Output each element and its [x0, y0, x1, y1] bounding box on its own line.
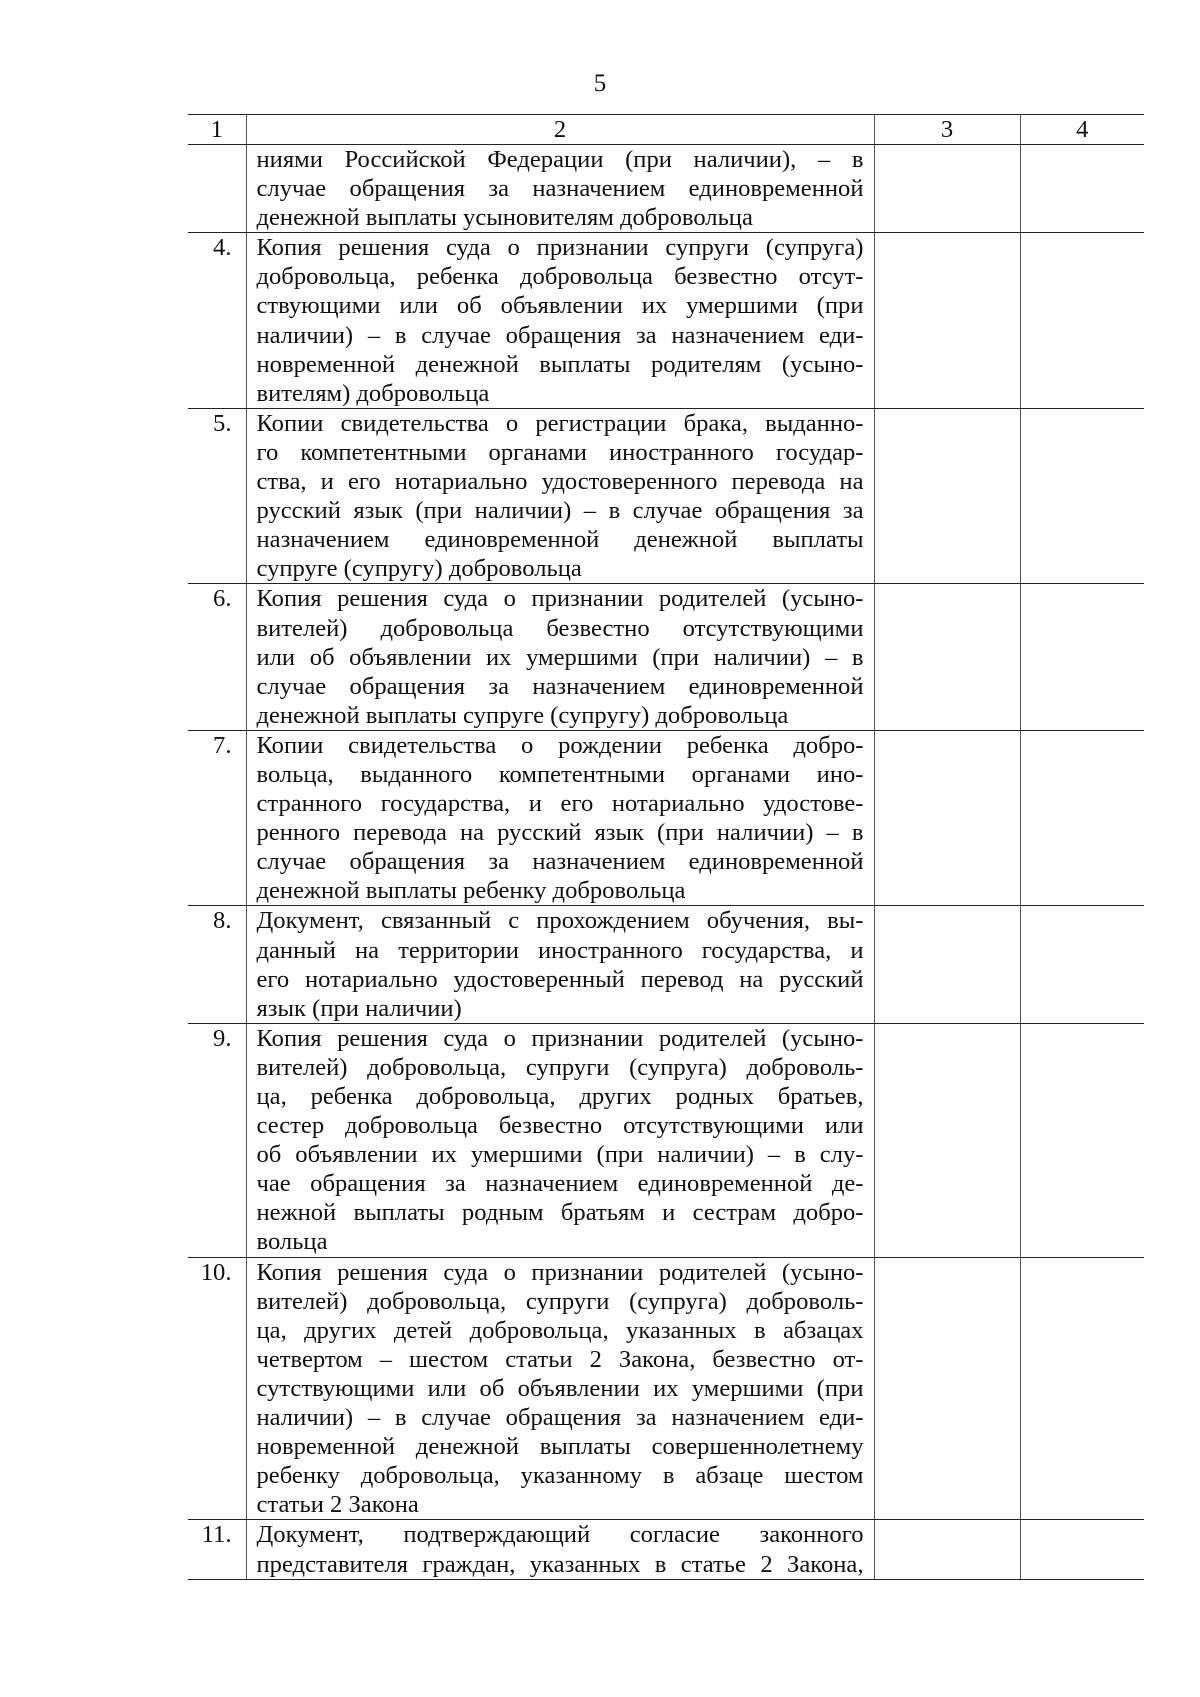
description-line: или об объявлении их умершими (при наличии) – в — [256, 643, 864, 671]
column-3-cell — [874, 730, 1020, 906]
column-3-cell — [874, 906, 1020, 1023]
document-description — [246, 1023, 874, 1257]
description-line: сестер добровольца безвестно отсутствующими или — [256, 1112, 864, 1140]
column-3-cell — [874, 1257, 1020, 1520]
row-number: 8. — [188, 906, 246, 1023]
column-3-cell — [874, 233, 1020, 409]
column-header-4: 4 — [1020, 115, 1144, 145]
column-header-1: 1 — [188, 115, 246, 145]
description-line: данный на территории иностранного государства, и — [256, 936, 864, 964]
table-row — [188, 1257, 1144, 1520]
description-line: денежной выплаты усыновителям добровольца — [256, 204, 753, 232]
description-line: Документ, связанный с прохождением обучения, вы- — [256, 907, 864, 935]
description-line: вителей) добровольца, супруги (супруга) доброволь- — [256, 1287, 864, 1315]
document-description — [246, 584, 874, 730]
description-line: статьи 2 Закона — [256, 1491, 419, 1519]
description-line: наличии) – в случае обращения за назначением еди- — [256, 1404, 864, 1432]
column-4-cell — [1020, 1023, 1144, 1257]
row-number: 4. — [188, 233, 246, 409]
document-description — [246, 408, 874, 584]
row-number: 9. — [188, 1023, 246, 1257]
table-row — [188, 408, 1144, 584]
column-header-3: 3 — [874, 115, 1020, 145]
document-description — [246, 906, 874, 1023]
description-line: ца, других детей добровольца, указанных в абзацах — [256, 1316, 864, 1344]
table-row — [188, 145, 1144, 233]
table-header-row — [188, 115, 1144, 145]
description-line: случае обращения за назначением единовременной — [256, 175, 864, 203]
column-4-cell — [1020, 730, 1144, 906]
document-description — [246, 730, 874, 906]
description-line: вителям) добровольца — [256, 379, 490, 407]
description-line: случае обращения за назначением единовременной — [256, 848, 864, 876]
description-line: вителей) добровольца безвестно отсутствующими — [256, 614, 864, 642]
table-row — [188, 1023, 1144, 1257]
description-line: вольца — [256, 1228, 328, 1256]
description-line: денежной выплаты ребенку добровольца — [256, 877, 686, 905]
description-line: супруге (супругу) добровольца — [256, 555, 582, 583]
column-header-2: 2 — [246, 115, 874, 145]
column-4-cell — [1020, 906, 1144, 1023]
description-line: Копия решения суда о признании родителей (усыно- — [256, 585, 864, 613]
column-3-cell — [874, 145, 1020, 233]
row-number: 6. — [188, 584, 246, 730]
column-3-cell — [874, 1520, 1020, 1579]
description-line: новременной денежной выплаты родителям (усыно- — [256, 350, 864, 378]
column-3-cell — [874, 1023, 1020, 1257]
description-line: ствующими или об объявлении их умершими (при — [256, 292, 864, 320]
column-3-cell — [874, 408, 1020, 584]
column-4-cell — [1020, 233, 1144, 409]
description-line: странного государства, и его нотариально удостове- — [256, 790, 864, 818]
row-number: 11. — [188, 1520, 246, 1579]
description-line: ренного перевода на русский язык (при наличии) – в — [256, 819, 864, 847]
row-number: 5. — [188, 408, 246, 584]
document-description — [246, 1520, 874, 1579]
description-line: четвертом – шестом статьи 2 Закона, безвестно от- — [256, 1345, 864, 1373]
description-line: сутствующими или об объявлении их умершими (при — [256, 1374, 864, 1402]
description-line: нежной выплаты родным братьям и сестрам добро- — [256, 1199, 864, 1227]
description-line: ребенку добровольца, указанному в абзаце шестом — [256, 1462, 864, 1490]
description-line: об объявлении их умершими (при наличии) – в слу- — [256, 1141, 864, 1169]
description-line: Копия решения суда о признании родителей (усыно- — [256, 1258, 864, 1286]
description-line: наличии) – в случае обращения за назначением еди- — [256, 321, 864, 349]
table-row — [188, 730, 1144, 906]
column-3-cell — [874, 584, 1020, 730]
column-4-cell — [1020, 145, 1144, 233]
page-number: 5 — [593, 70, 607, 97]
description-line: ниями Российской Федерации (при наличии), – в — [256, 146, 864, 173]
description-line: Копия решения суда о признании родителей (усыно- — [256, 1024, 864, 1052]
description-line: язык (при наличии) — [256, 994, 462, 1022]
description-line: вольца, выданного компетентными органами ино- — [256, 760, 864, 788]
description-line: денежной выплаты супруге (супругу) добровольца — [256, 701, 789, 729]
description-line: ства, и его нотариально удостоверенного перевода на — [256, 468, 864, 496]
column-4-cell — [1020, 408, 1144, 584]
row-number: 7. — [188, 730, 246, 906]
description-line: новременной денежной выплаты совершеннолетнему — [256, 1433, 864, 1461]
description-line: вителей) добровольца, супруги (супруга) доброволь- — [256, 1053, 864, 1081]
column-4-cell — [1020, 584, 1144, 730]
description-line: его нотариально удостоверенный перевод на русский — [256, 965, 864, 993]
column-4-cell — [1020, 1257, 1144, 1520]
description-line: случае обращения за назначением единовременной — [256, 672, 864, 700]
table-row — [188, 1520, 1144, 1579]
description-line: добровольца, ребенка добровольца безвестно отсут- — [256, 263, 864, 291]
document-description — [246, 233, 874, 409]
description-line: назначением единовременной денежной выплаты — [256, 526, 864, 554]
description-line: Копии свидетельства о регистрации брака, выданно- — [256, 409, 864, 437]
description-line: представителя граждан, указанных в статье 2 Закона, — [256, 1550, 864, 1578]
description-line: Документ, подтверждающий согласие законного — [256, 1521, 864, 1549]
row-number — [188, 145, 246, 233]
description-line: ца, ребенка добровольца, других родных братьев, — [256, 1083, 864, 1110]
table-row — [188, 584, 1144, 730]
column-4-cell — [1020, 1520, 1144, 1579]
document-description — [246, 145, 874, 233]
row-number: 10. — [188, 1257, 246, 1520]
description-line: Копии свидетельства о рождении ребенка добро- — [256, 731, 864, 759]
description-line: Копия решения суда о признании супруги (супруга) — [256, 234, 864, 262]
description-line: го компетентными органами иностранного государ- — [256, 438, 864, 466]
table-row — [188, 233, 1144, 409]
description-line: русский язык (при наличии) – в случае обращения за — [256, 497, 864, 525]
description-line: чае обращения за назначением единовременной де- — [256, 1170, 864, 1198]
table-row — [188, 906, 1144, 1023]
documents-table — [188, 114, 1144, 1580]
document-description — [246, 1257, 874, 1520]
